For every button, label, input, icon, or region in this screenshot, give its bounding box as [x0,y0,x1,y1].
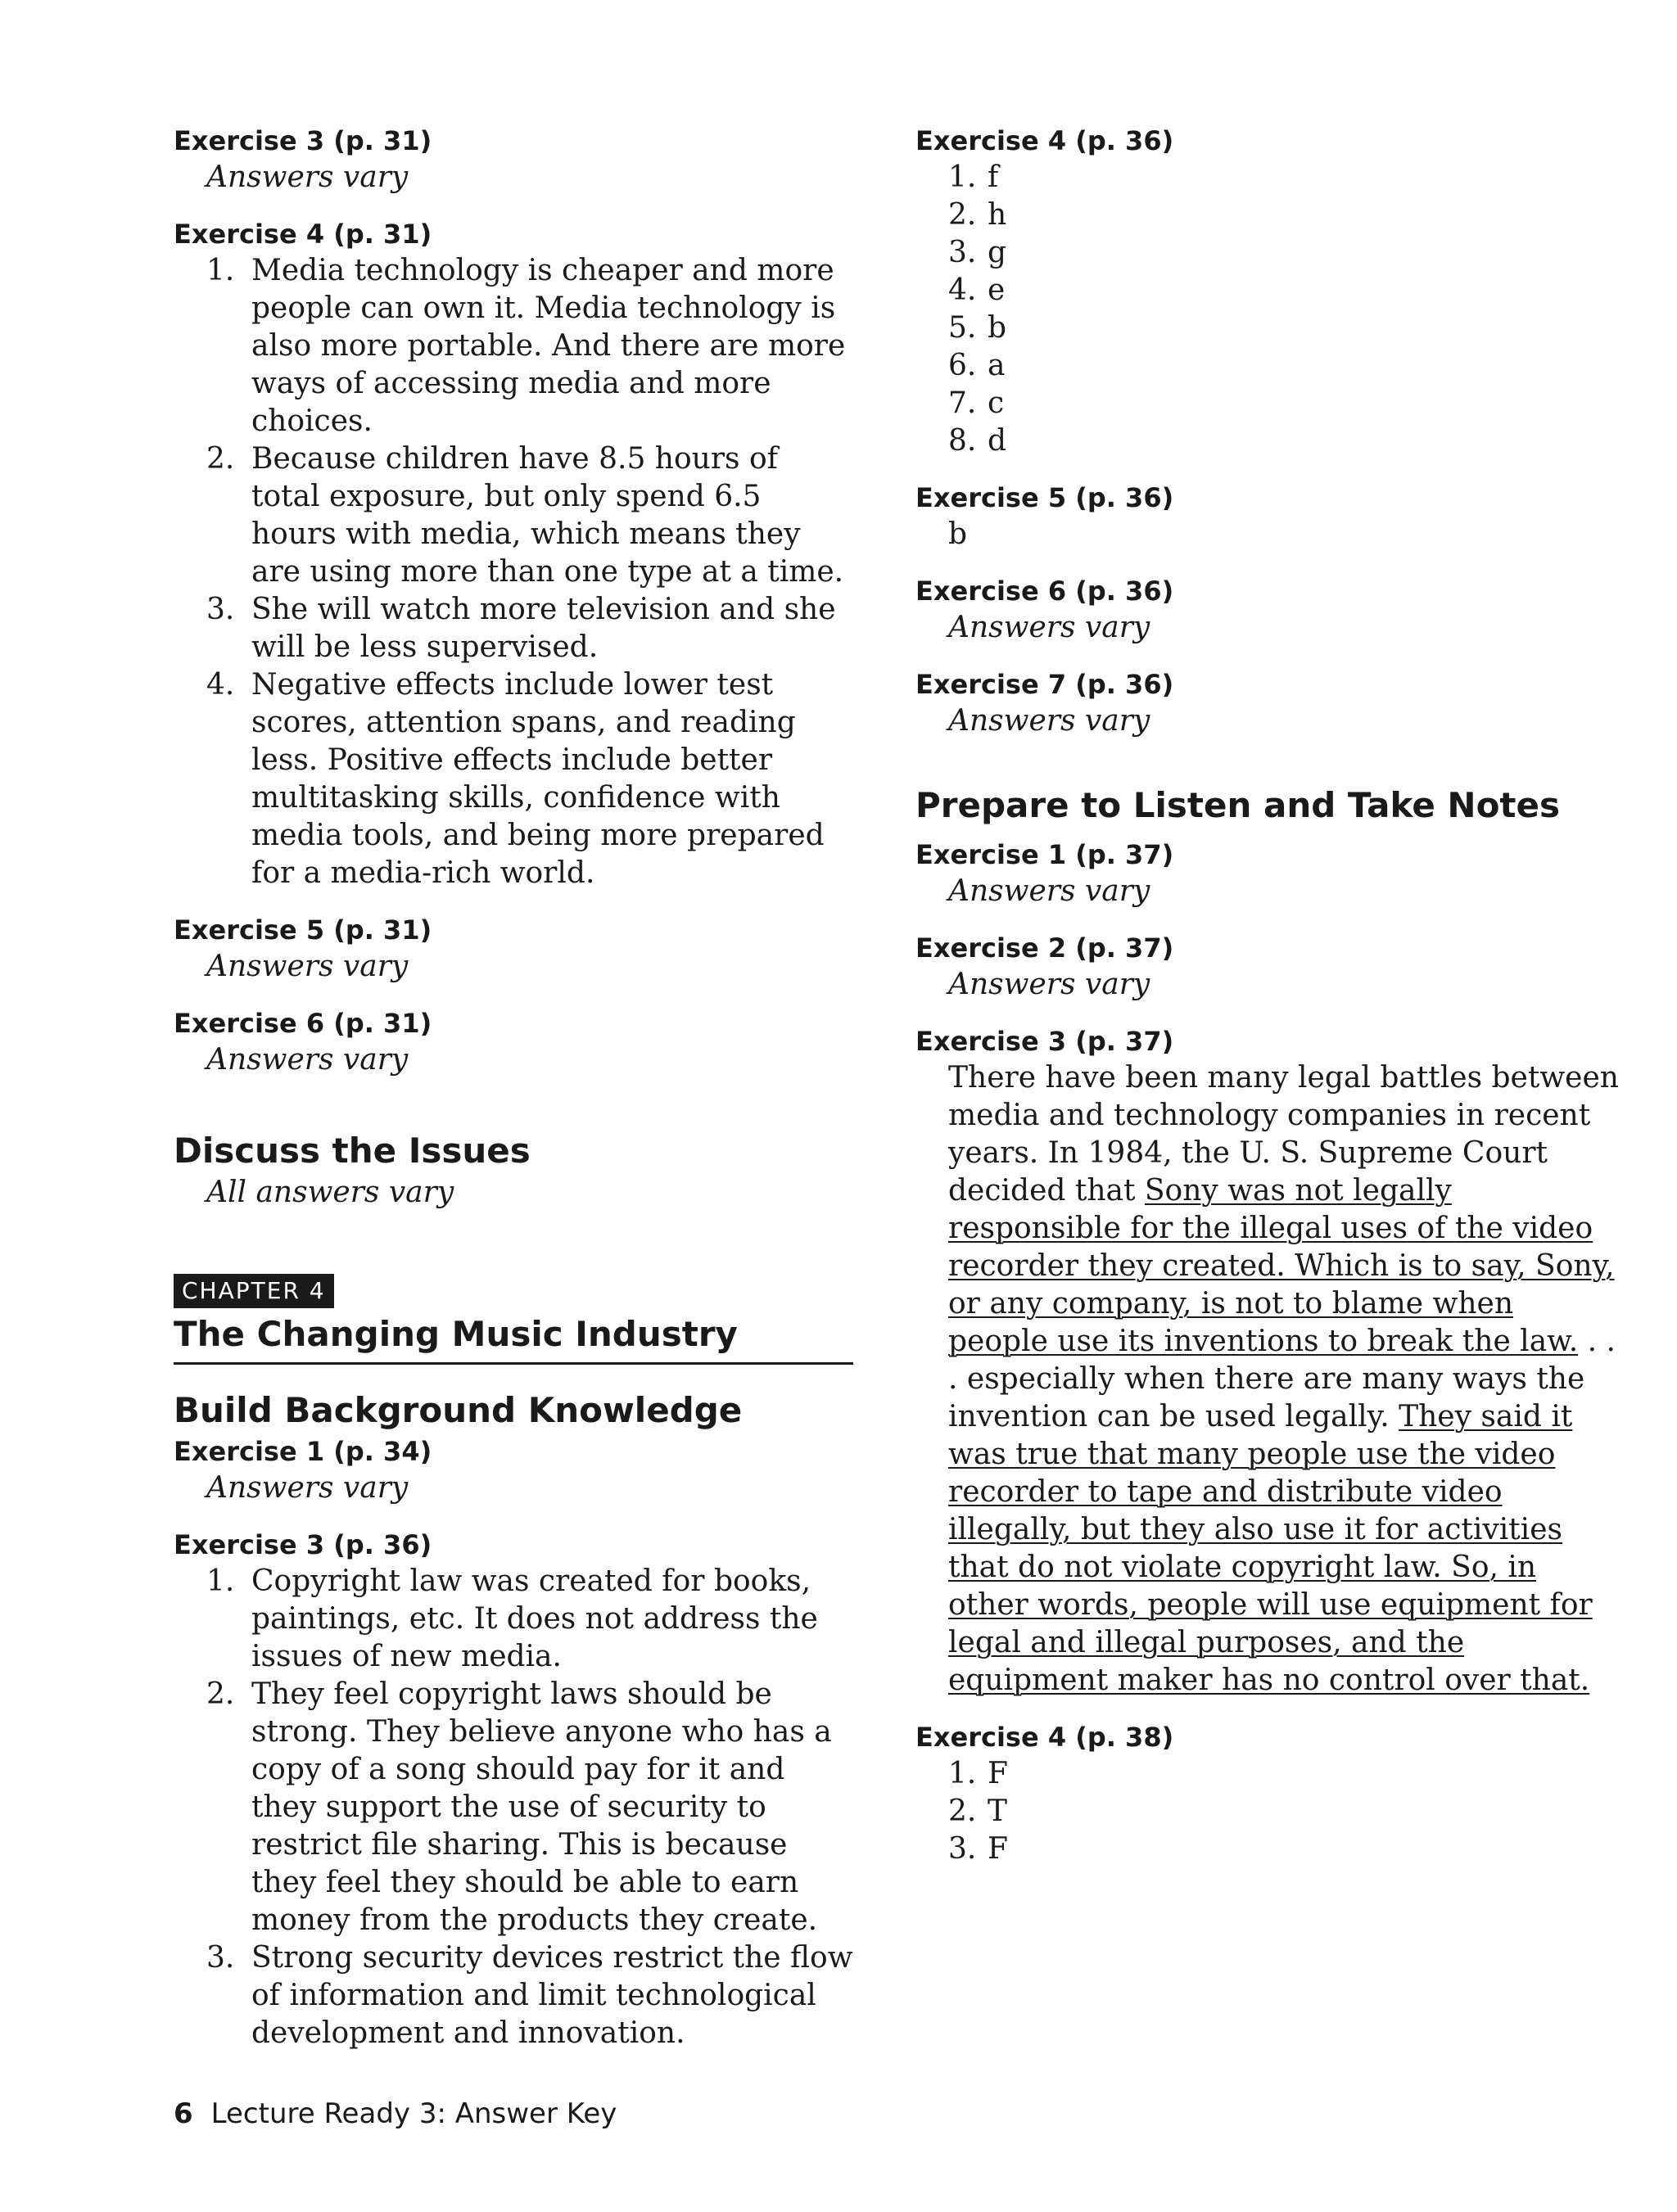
item-text: Media technology is cheaper and more people can own it. Media technology is also more portable. And there are more ways of accessing media and more choices. [251,254,846,438]
list-item [915,272,1620,309]
left-exercise-5 [174,912,853,986]
exercise-heading: Exercise 2 (p. 37) [915,932,1174,964]
item-number: 5. [948,311,977,345]
prepare-exercise-1 [915,837,1620,910]
underlined-text: They said it was true that many people use the video recorder to tape and distribute video illegally, but they also use it for activities that do not violate copyright law. So, in other words, people will use equipment for legal and illegal purposes, and the equipment maker has no control over that. [948,1400,1593,1697]
discuss-section [174,1128,853,1212]
item-number: 4. [206,668,235,702]
exercise-heading: Exercise 4 (p. 38) [915,1722,1174,1753]
exercise-answer: Answers vary [206,1043,409,1077]
item-text: e [988,273,1006,307]
item-text: f [988,160,999,194]
section-heading: Prepare to Listen and Take Notes [915,785,1560,825]
item-number: 2. [206,1677,235,1711]
list-item [174,1563,853,1676]
section-answer: All answers vary [206,1176,454,1209]
list-item [174,591,853,666]
answer-list [915,159,1620,460]
item-text: She will watch more television and she will be less supervised. [251,593,836,664]
prepare-exercise-4 [915,1719,1620,1868]
list-item [915,234,1620,272]
list-item [174,1939,853,2052]
underlined-text: Sony was not legally responsible for the illegal uses of the video recorder they created. Which is to say, Sony, or any company, is not to blame when people use its inventions to break the law. [948,1174,1615,1358]
paragraph-text: There have been many legal battles between media and technology companies in recent years. In 1984, the U. S. Supreme Court decided that [948,1061,1619,1208]
exercise-answer: Answers vary [206,160,409,194]
item-text: Copyright law was created for books, paintings, etc. It does not address the issues of new media. [251,1564,818,1673]
exercise-heading: Exercise 6 (p. 36) [915,576,1174,607]
prepare-exercise-3 [915,1023,1620,1700]
exercise-paragraph [915,1059,1620,1700]
list-item [174,666,853,892]
prepare-exercise-2 [915,930,1620,1004]
footer-title: Lecture Ready 3: Answer Key [210,2097,617,2130]
exercise-heading: Exercise 3 (p. 36) [174,1529,432,1560]
exercise-heading: Exercise 1 (p. 34) [174,1436,432,1467]
item-text: d [988,424,1007,458]
item-number: 7. [948,386,977,420]
right-column [915,123,1620,1888]
answer-list [174,252,853,892]
chapter-header [174,1274,853,1365]
item-number: 3. [948,1832,977,1866]
list-item [915,1831,1620,1868]
item-text: Strong security devices restrict the flow of information and limit technological development and innovation. [251,1941,853,2050]
right-exercise-6 [915,573,1620,647]
list-item [915,1755,1620,1793]
item-number: 1. [948,1757,977,1790]
exercise-heading: Exercise 3 (p. 31) [174,125,432,156]
page-number: 6 [174,2097,193,2130]
item-number: 1. [206,1564,235,1598]
exercise-heading: Exercise 7 (p. 36) [915,669,1174,700]
right-exercise-4 [915,123,1620,460]
left-exercise-3 [174,123,853,196]
item-number: 2. [206,442,235,476]
item-text: a [988,349,1006,382]
list-item [915,196,1620,234]
list-item [174,252,853,440]
item-number: 3. [206,593,235,626]
left-column [174,123,853,2072]
item-number: 3. [206,1941,235,1975]
item-number: 6. [948,349,977,382]
exercise-heading: Exercise 5 (p. 36) [915,482,1174,513]
item-text: Negative effects include lower test scores, attention spans, and reading less. Positive effects include better multitasking skills, confidence with media tools, and being more prepared for a media-rich world. [251,668,825,890]
section-heading: Discuss the Issues [174,1131,531,1171]
ch4-exercise-3 [174,1527,853,2052]
exercise-answer: Answers vary [206,1471,409,1505]
answer-list [174,1563,853,2052]
exercise-answer: Answers vary [948,874,1150,908]
left-exercise-4 [174,216,853,892]
item-text: g [988,236,1007,269]
ch4-exercise-1 [174,1433,853,1507]
section-heading: Build Background Knowledge [174,1390,743,1430]
item-number: 8. [948,424,977,458]
item-text: F [988,1832,1008,1866]
paragraph-text: . . . especially when there are many ways the invention can be used legally. [948,1325,1616,1433]
right-exercise-7 [915,666,1620,740]
list-item [174,440,853,591]
exercise-answer: Answers vary [948,704,1150,738]
item-text: Because children have 8.5 hours of total exposure, but only spend 6.5 hours with media, which means they are using more than one type at a time. [251,442,844,589]
item-text: h [988,198,1007,232]
list-item [915,347,1620,385]
exercise-heading: Exercise 4 (p. 36) [915,125,1174,156]
list-item [915,422,1620,460]
page-footer [174,2096,617,2132]
item-text: b [988,311,1007,345]
chapter-title: The Changing Music Industry [174,1311,853,1365]
exercise-answer: Answers vary [948,611,1150,644]
item-text: c [988,386,1005,420]
exercise-heading: Exercise 5 (p. 31) [174,914,432,946]
item-text: T [988,1794,1008,1828]
exercise-heading: Exercise 3 (p. 37) [915,1026,1174,1057]
exercise-answer: b [948,517,968,551]
list-item [915,385,1620,422]
left-exercise-6 [174,1005,853,1079]
exercise-heading: Exercise 6 (p. 31) [174,1008,432,1039]
item-text: They feel copyright laws should be strong. They believe anyone who has a copy of a song should pay for it and they support the use of security to restrict file sharing. This is because they feel they should be able to earn money from the products they create. [251,1677,832,1937]
exercise-answer: Answers vary [206,950,409,983]
exercise-heading: Exercise 1 (p. 37) [915,839,1174,870]
item-number: 2. [948,1794,977,1828]
right-exercise-5 [915,480,1620,553]
item-text: F [988,1757,1008,1790]
item-number: 3. [948,236,977,269]
item-number: 1. [206,254,235,287]
item-number: 2. [948,198,977,232]
list-item [174,1676,853,1939]
list-item [915,309,1620,347]
item-number: 4. [948,273,977,307]
list-item [915,159,1620,196]
exercise-heading: Exercise 4 (p. 31) [174,219,432,250]
list-item [915,1793,1620,1831]
item-number: 1. [948,160,977,194]
exercise-answer: Answers vary [948,968,1150,1001]
chapter-badge: CHAPTER 4 [174,1274,334,1308]
answer-list [915,1755,1620,1868]
